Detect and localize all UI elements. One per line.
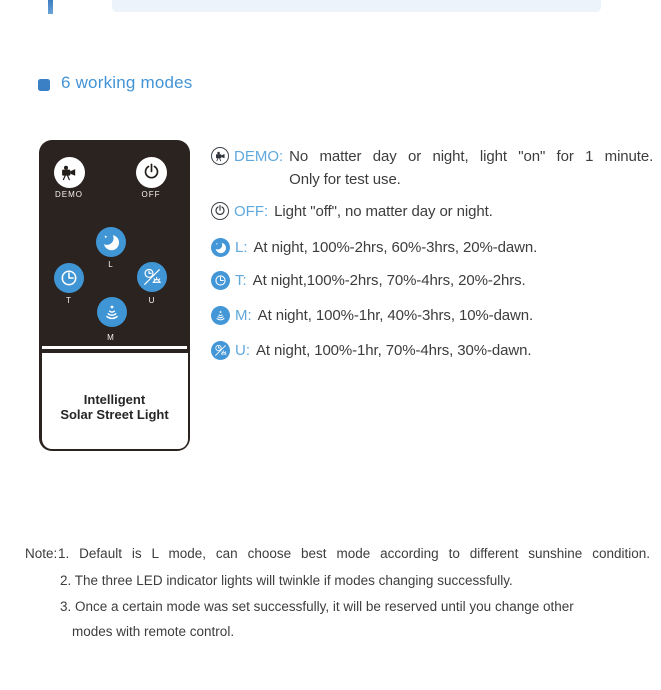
mode-description: At night, 100%-2hrs, 60%-3hrs, 20%-dawn. bbox=[253, 239, 538, 256]
moon-icon bbox=[211, 238, 230, 257]
mode-row-m bbox=[211, 306, 533, 325]
section-heading: 6 working modes bbox=[61, 73, 193, 92]
remote-u-button bbox=[137, 262, 167, 292]
remote-demo-button bbox=[54, 157, 85, 188]
moon-icon bbox=[100, 231, 122, 253]
remote-t-label: T bbox=[66, 296, 72, 305]
mode-description: At night,100%-2hrs, 70%-4hrs, 20%-2hrs. bbox=[252, 272, 526, 289]
note-prefix: Note: bbox=[25, 546, 58, 561]
remote-l-button bbox=[96, 227, 126, 257]
mode-label: OFF: bbox=[234, 203, 269, 220]
mode-description-line2: Only for test use. bbox=[289, 171, 401, 188]
note-line-1: 1. Default is L mode, can choose best mode according to different sunshine condition. bbox=[58, 546, 650, 561]
remote-u-label: U bbox=[148, 296, 156, 305]
mode-row-l bbox=[211, 238, 537, 257]
mode-label: M: bbox=[235, 307, 252, 324]
power-icon bbox=[211, 202, 229, 220]
note-line-2: 2. The three LED indicator lights will twinkle if modes changing successfully. bbox=[60, 573, 513, 588]
mode-description: Light "off", no matter day or night. bbox=[274, 203, 493, 220]
mode-description bbox=[289, 147, 653, 189]
remote-title-line1: Intelligent bbox=[83, 392, 146, 407]
mode-description-line1: No matter day or night, light "on" for 1 minute. bbox=[289, 148, 654, 165]
remote-m-label: M bbox=[107, 333, 115, 342]
mode-row-off bbox=[211, 202, 493, 221]
mode-label: L: bbox=[235, 239, 248, 256]
remote-separator-line bbox=[42, 346, 187, 349]
remote-control-illustration bbox=[39, 140, 190, 451]
mode-label: T: bbox=[235, 272, 247, 289]
mode-row-t bbox=[211, 271, 526, 290]
mode-row-demo bbox=[211, 147, 653, 189]
video-camera-icon bbox=[211, 147, 229, 165]
remote-m-button bbox=[97, 297, 127, 327]
remote-t-button bbox=[54, 263, 84, 293]
clock-timer-off-icon bbox=[141, 266, 163, 288]
clock-icon bbox=[58, 267, 80, 289]
remote-demo-label: DEMO bbox=[55, 190, 83, 199]
heading-bullet-square bbox=[38, 79, 50, 91]
remote-l-label: L bbox=[108, 260, 114, 269]
clock-timer-off-icon bbox=[211, 341, 230, 360]
mode-label: DEMO: bbox=[234, 148, 284, 165]
remote-off-label: OFF bbox=[141, 190, 161, 199]
remote-off-button bbox=[136, 157, 167, 188]
remote-product-title bbox=[39, 393, 190, 422]
note-line-3: 3. Once a certain mode was set successfully, it will be reserved until you change other bbox=[60, 599, 574, 614]
video-camera-icon bbox=[59, 163, 79, 183]
mode-row-u bbox=[211, 341, 531, 360]
mode-label: U: bbox=[235, 342, 250, 359]
top-header-band bbox=[112, 0, 601, 12]
motion-sensor-icon bbox=[211, 306, 230, 325]
mode-description: At night, 100%-1hr, 40%-3hrs, 10%-dawn. bbox=[257, 307, 534, 324]
motion-sensor-icon bbox=[101, 301, 123, 323]
mode-description: At night, 100%-1hr, 70%-4hrs, 30%-dawn. bbox=[256, 342, 532, 359]
top-accent-bar bbox=[48, 0, 53, 14]
note-line-3-continued: modes with remote control. bbox=[72, 624, 235, 639]
remote-title-line2: Solar Street Light bbox=[60, 406, 169, 422]
clock-icon bbox=[211, 271, 230, 290]
power-icon bbox=[141, 162, 162, 183]
